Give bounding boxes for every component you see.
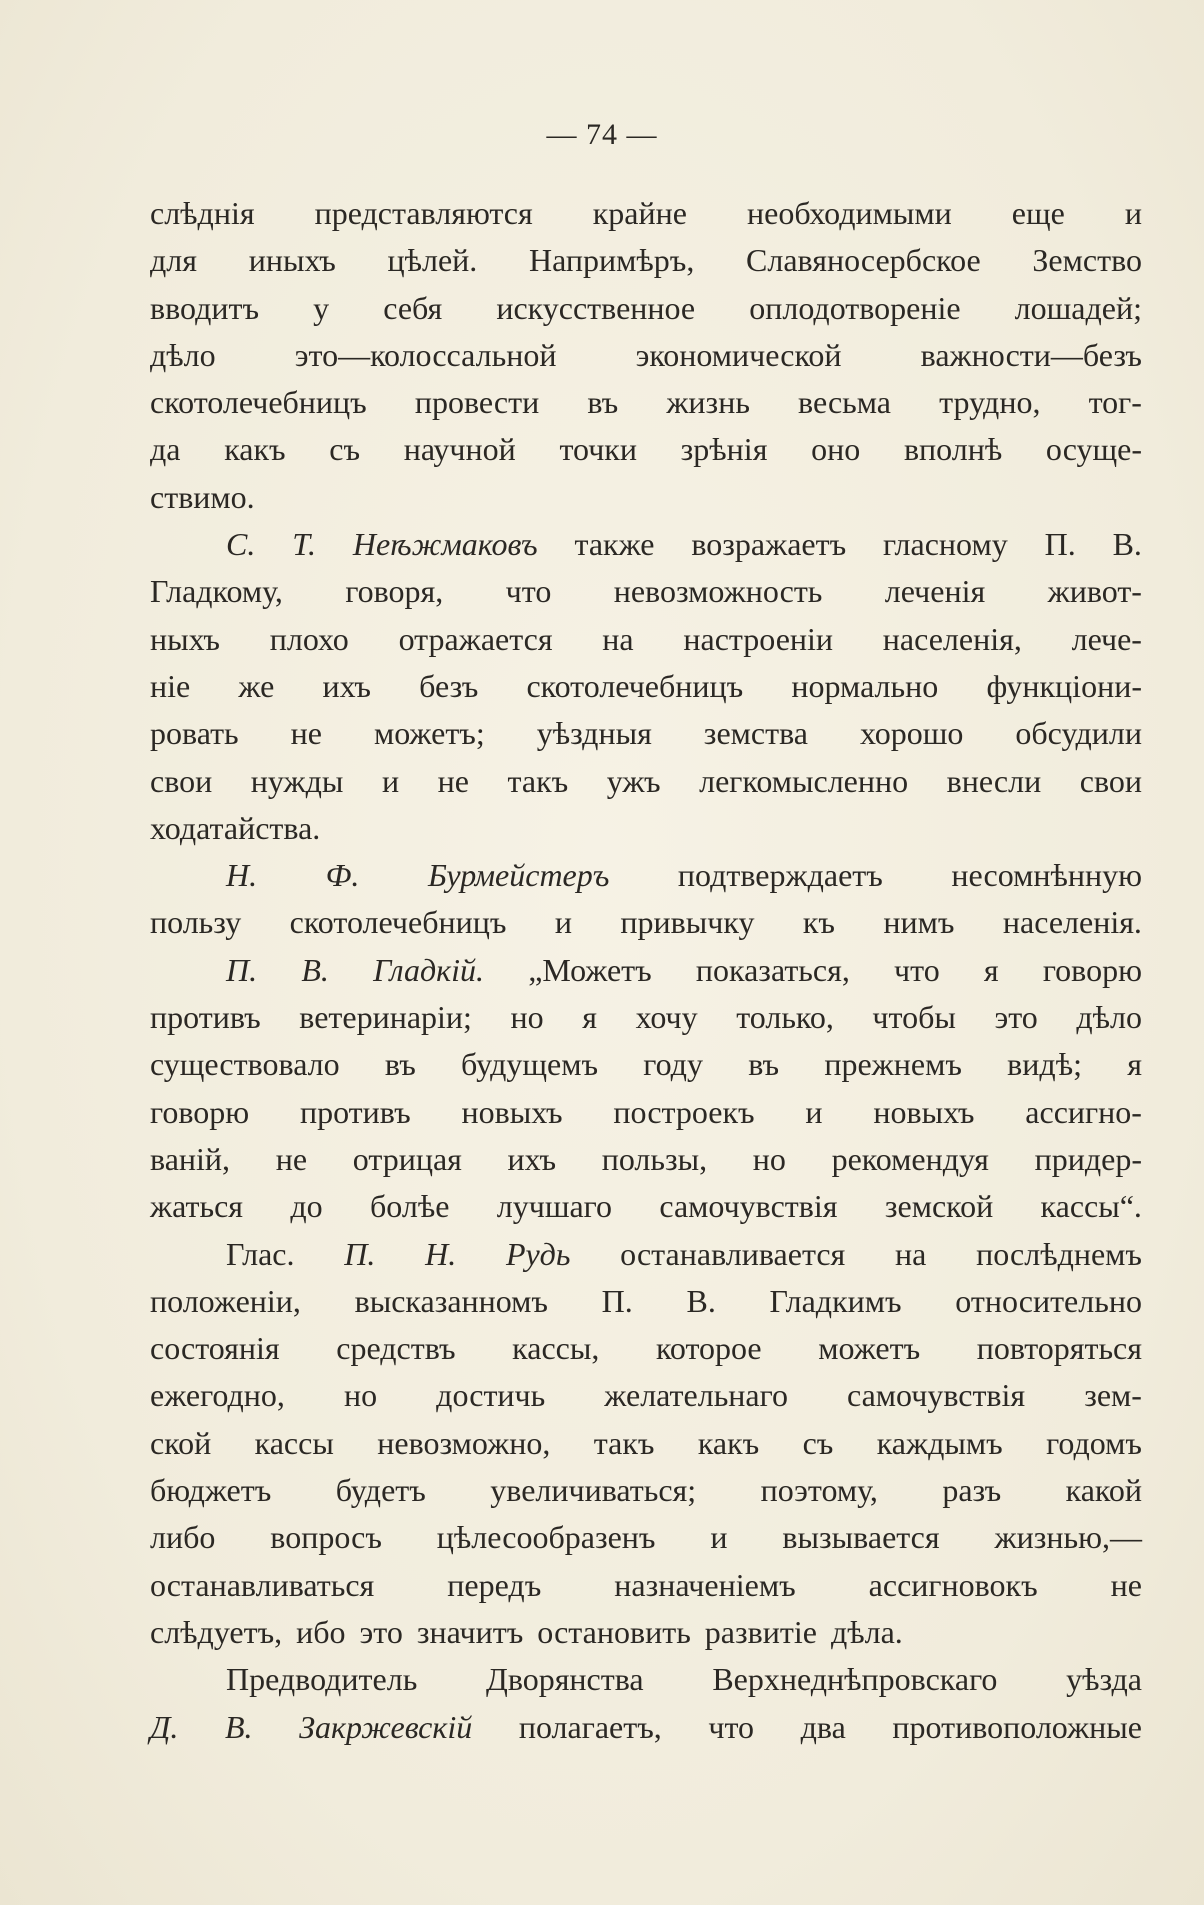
word: научной (403, 431, 516, 468)
word: жизнью,— (994, 1519, 1142, 1556)
word: вполнѣ (903, 431, 1003, 468)
text-line (150, 1231, 1142, 1278)
word: трудно, (939, 384, 1041, 421)
word: дѣла. (830, 1613, 903, 1650)
word: высказанномъ (354, 1282, 548, 1319)
word: Верхнеднѣпровскаго (712, 1661, 998, 1698)
word: построекъ (613, 1093, 755, 1130)
word: ибо (296, 1613, 346, 1650)
word: искусственное (496, 289, 696, 326)
word: Предводитель (226, 1661, 418, 1698)
word: ассигно- (1025, 1093, 1142, 1130)
word: П. (1044, 526, 1076, 563)
text-line (150, 474, 1142, 521)
word: себя (383, 289, 443, 326)
word: ныхъ (150, 620, 220, 657)
word: жаться (150, 1188, 243, 1225)
word: и (805, 1093, 823, 1130)
text-line (150, 710, 1142, 757)
word: также (574, 526, 655, 563)
word: не (437, 762, 469, 799)
word: останавливается (620, 1235, 846, 1272)
word: не (275, 1140, 308, 1177)
word: какъ (224, 431, 286, 468)
word: П. (226, 951, 258, 988)
word: уѣзда (1066, 1661, 1142, 1698)
word: В. (301, 951, 329, 988)
word: такъ (507, 762, 569, 799)
word: Т. (292, 526, 317, 563)
word: лошадей; (1014, 289, 1142, 326)
word: противоположные (892, 1708, 1142, 1745)
text-line (150, 1278, 1142, 1325)
word: не (290, 715, 322, 752)
word: у (313, 289, 330, 326)
word: настроеніи (683, 620, 834, 657)
word: противъ (299, 1093, 411, 1130)
word: и (1124, 195, 1142, 231)
word: вызывается (782, 1519, 940, 1556)
word: внесли (946, 762, 1042, 799)
word: гласному (883, 526, 1008, 563)
word: не (1110, 1566, 1142, 1603)
word: что (708, 1708, 755, 1745)
word: зрѣнія (680, 431, 768, 468)
word: ваній, (150, 1140, 231, 1177)
word: въ (587, 384, 619, 421)
word: ровать (150, 715, 239, 752)
word: жизнь (666, 384, 750, 421)
word: отрицая (352, 1140, 462, 1177)
word: бюджетъ (150, 1472, 272, 1509)
word: провести (414, 384, 540, 421)
word: ужъ (606, 762, 661, 799)
word: слѣдуетъ, (150, 1613, 283, 1650)
word: подтверждаетъ (677, 857, 883, 894)
word: дѣло (1076, 999, 1142, 1036)
word: для (150, 242, 197, 279)
word: „Можетъ (528, 951, 652, 988)
word: ассигновокъ (868, 1566, 1038, 1603)
word: говоря, (345, 573, 444, 610)
word: я (582, 999, 597, 1036)
word: самочувствія (659, 1188, 838, 1225)
word: что (505, 573, 552, 610)
word: противъ (150, 999, 261, 1036)
word: обсудили (1015, 715, 1142, 752)
word: году (643, 1046, 703, 1083)
word: развитіе (704, 1613, 817, 1650)
word: назначеніемъ (614, 1566, 796, 1603)
word: функціони- (986, 667, 1142, 704)
word: Славяносербское (746, 242, 981, 279)
word: состоянія (150, 1330, 280, 1367)
word: же (238, 667, 275, 704)
word: каждымъ (876, 1424, 1003, 1461)
word: необходимыми (746, 195, 952, 231)
word: остановить (537, 1613, 691, 1650)
word: вводитъ (150, 289, 260, 326)
word: тог- (1088, 384, 1142, 421)
word: оплодотвореніе (749, 289, 961, 326)
word: невозможность (613, 573, 823, 610)
text-line (150, 1467, 1142, 1514)
word: иныхъ (248, 242, 336, 279)
word: осуще- (1045, 431, 1142, 468)
word: желательнаго (604, 1377, 788, 1414)
word: ствимо. (150, 478, 255, 515)
word: только, (736, 999, 834, 1036)
word: пользу (150, 904, 242, 941)
word: будетъ (335, 1472, 426, 1509)
word: точки (559, 431, 637, 468)
word: населенія. (1002, 904, 1142, 941)
word: земства (703, 715, 808, 752)
page-number: — 74 — (546, 118, 658, 151)
word: В. (1112, 526, 1142, 563)
word: достичь (436, 1377, 546, 1414)
word: населенія, (882, 620, 1022, 657)
word: Бурмейстеръ (427, 857, 610, 894)
word: рекомендуя (831, 1140, 989, 1177)
word: ежегодно, (150, 1377, 285, 1414)
text-line (150, 332, 1142, 379)
word: останавливаться (150, 1566, 375, 1603)
word: уѣздныя (536, 715, 652, 752)
word: С. (226, 526, 256, 563)
word: слѣднія (150, 195, 255, 231)
word: къ (802, 904, 835, 941)
word: Глас. (226, 1235, 295, 1272)
word: скотолечебницъ (526, 667, 744, 704)
word: хочу (635, 999, 698, 1036)
text-line (150, 285, 1142, 332)
word: Закржевскій (299, 1708, 473, 1745)
word: пользы, (601, 1140, 708, 1177)
text-line (150, 1609, 1142, 1656)
text-line (150, 994, 1142, 1041)
word: чтобы (872, 999, 956, 1036)
word: вопросъ (270, 1519, 382, 1556)
word: какой (1065, 1472, 1142, 1509)
word: это (994, 999, 1038, 1036)
word: но (752, 1140, 786, 1177)
word: В. (686, 1282, 716, 1319)
word: что (894, 951, 940, 988)
word: самочувствія (847, 1377, 1026, 1414)
word: представляются (314, 195, 533, 231)
word: разъ (942, 1472, 1002, 1509)
word: прежнемъ (824, 1046, 962, 1083)
word: видѣ; (1007, 1046, 1082, 1083)
text-line (150, 805, 1142, 852)
word: и (381, 762, 400, 799)
word: свои (150, 762, 213, 799)
text-line (150, 616, 1142, 663)
word: нормально (791, 667, 939, 704)
word: на (602, 620, 634, 657)
word: отражается (398, 620, 553, 657)
word: П. (344, 1235, 376, 1272)
word: это (359, 1613, 403, 1650)
word: Рудь (505, 1235, 571, 1272)
word: хорошо (859, 715, 964, 752)
word: придер- (1034, 1140, 1142, 1177)
word: зем- (1084, 1377, 1142, 1414)
word: повторяться (976, 1330, 1142, 1367)
word: живот- (1047, 573, 1142, 610)
word: на (895, 1235, 927, 1272)
word: невозможно, (377, 1424, 551, 1461)
word: такъ (593, 1424, 655, 1461)
word: ветеринаріи; (299, 999, 472, 1036)
word: привычку (620, 904, 755, 941)
text-line (150, 1041, 1142, 1088)
text-line (150, 1089, 1142, 1136)
word: до (290, 1188, 323, 1225)
word: цѣлесообразенъ (436, 1519, 656, 1556)
word: говорю (150, 1093, 250, 1130)
text-line (150, 1136, 1142, 1183)
word: безъ (419, 667, 479, 704)
word: средствъ (336, 1330, 456, 1367)
word: В. (224, 1708, 253, 1745)
word: говорю (1042, 951, 1142, 988)
word: будущемъ (461, 1046, 598, 1083)
text-line (150, 663, 1142, 710)
word: Гладкому, (150, 573, 283, 610)
word: значитъ (416, 1613, 524, 1650)
word: либо (150, 1519, 216, 1556)
word: возражаетъ (691, 526, 847, 563)
word: экономической (635, 336, 842, 373)
word: болѣе (369, 1188, 450, 1225)
text-line (150, 1325, 1142, 1372)
word: нимъ (883, 904, 955, 941)
word: и (554, 904, 572, 941)
text-line (150, 1183, 1142, 1230)
word: ской (150, 1424, 212, 1461)
word: но (343, 1377, 378, 1414)
word: Напримѣръ, (529, 242, 695, 279)
word: ходатайства. (150, 809, 321, 846)
text-line (150, 1704, 1142, 1751)
word: земской (884, 1188, 994, 1225)
word: несомнѣнную (951, 857, 1142, 894)
word: съ (329, 431, 360, 468)
text-line (150, 947, 1142, 994)
word: нужды (250, 762, 344, 799)
word: весьма (798, 384, 891, 421)
word: оно (811, 431, 861, 468)
word: ихъ (322, 667, 371, 704)
word: скотолечебницъ (289, 904, 507, 941)
word: важности—безъ (920, 336, 1142, 373)
text-line (150, 237, 1142, 284)
word: лучшаго (496, 1188, 612, 1225)
word: свои (1079, 762, 1142, 799)
text-line (150, 1420, 1142, 1467)
word: и (710, 1519, 728, 1556)
word: ихъ (507, 1140, 556, 1177)
word: въ (748, 1046, 780, 1083)
text-line (150, 1562, 1142, 1609)
word: П. (601, 1282, 633, 1319)
word: ніе (150, 667, 191, 704)
text-line (150, 521, 1142, 568)
word: существовало (150, 1046, 340, 1083)
word: да (150, 431, 181, 468)
word: Н. (425, 1235, 457, 1272)
word: леченія (884, 573, 986, 610)
word: крайне (592, 195, 687, 231)
word: это—колоссальной (294, 336, 557, 373)
word: кассы (254, 1424, 334, 1461)
text-line (150, 899, 1142, 946)
word: плохо (269, 620, 349, 657)
word: я (983, 951, 999, 988)
text-line (150, 1514, 1142, 1561)
text-line (150, 426, 1142, 473)
word: цѣлей. (387, 242, 478, 279)
word: относительно (955, 1282, 1142, 1319)
word: легкомысленно (699, 762, 909, 799)
word: въ (384, 1046, 416, 1083)
word: новыхъ (461, 1093, 563, 1130)
word: но (510, 999, 544, 1036)
word: послѣднемъ (976, 1235, 1142, 1272)
word: Дворянства (485, 1661, 644, 1698)
text-line (150, 852, 1142, 899)
word: дѣло (150, 336, 216, 373)
word: можетъ; (373, 715, 485, 752)
text-line (150, 568, 1142, 615)
word: скотолечебницъ (150, 384, 367, 421)
word: кассы, (512, 1330, 600, 1367)
word: увеличиваться; (490, 1472, 697, 1509)
word: новыхъ (873, 1093, 975, 1130)
word: кассы“. (1040, 1188, 1142, 1225)
word: поэтому, (760, 1472, 878, 1509)
word: годомъ (1046, 1424, 1142, 1461)
body-text (150, 190, 1142, 1751)
word: передъ (447, 1566, 542, 1603)
word: Д. (150, 1708, 179, 1745)
word: Земство (1032, 242, 1142, 279)
text-line (150, 758, 1142, 805)
word: Гладкимъ (769, 1282, 902, 1319)
word: Ф. (325, 857, 360, 894)
text-line (150, 1372, 1142, 1419)
word: съ (802, 1424, 834, 1461)
word: показаться, (695, 951, 850, 988)
text-line (150, 1656, 1142, 1703)
word: Неѣжмаковъ (352, 526, 538, 563)
word: которое (655, 1330, 762, 1367)
word: я (1127, 1046, 1142, 1083)
word: Н. (226, 857, 258, 894)
word: еще (1011, 195, 1065, 231)
word: два (800, 1708, 846, 1745)
word: лече- (1071, 620, 1142, 657)
text-line (150, 190, 1142, 237)
text-line (150, 379, 1142, 426)
word: можетъ (818, 1330, 921, 1367)
word: Гладкій. (373, 951, 484, 988)
word: полагаетъ, (518, 1708, 662, 1745)
word: положеніи, (150, 1282, 301, 1319)
word: какъ (697, 1424, 760, 1461)
